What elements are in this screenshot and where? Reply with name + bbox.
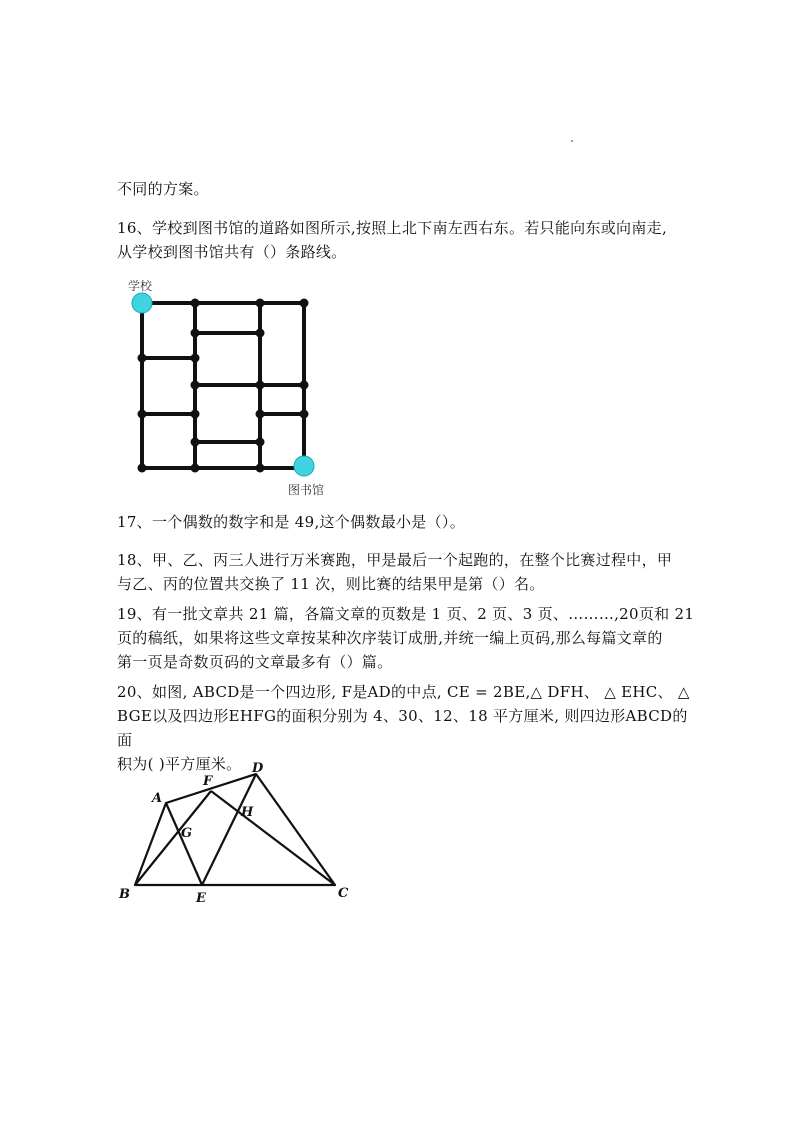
node — [256, 464, 265, 473]
node — [191, 381, 200, 390]
library-label: 图书馆 — [288, 483, 325, 497]
node — [300, 410, 309, 419]
node — [256, 410, 265, 419]
point-e-label: E — [196, 891, 206, 906]
road-lines — [142, 303, 304, 468]
point-h-label: H — [241, 805, 254, 820]
node — [191, 354, 200, 363]
question-16 — [117, 216, 697, 264]
scan-dot — [571, 140, 573, 142]
question-18 — [117, 548, 697, 596]
node — [138, 464, 147, 473]
segment-ae — [166, 803, 202, 885]
figure-lines — [135, 774, 335, 885]
question-16-line-1: 16、学校到图书馆的道路如图所示,按照上北下南左西右东。若只能向东或向南走, — [117, 219, 668, 237]
question-19-line-2: 页的稿纸，如果将这些文章按某种次序装订成册,并统一编上页码,那么每篇文章的 — [117, 629, 663, 647]
continuation-text: 不同的方案。 — [117, 180, 209, 198]
node — [300, 299, 309, 308]
point-c-label: C — [338, 886, 349, 901]
node — [256, 329, 265, 338]
question-17 — [117, 510, 697, 534]
node — [191, 410, 200, 419]
node — [256, 381, 265, 390]
quadrilateral-figure — [110, 755, 370, 915]
question-18-line-2: 与乙、丙的位置共交换了 11 次，则比赛的结果甲是第（）名。 — [117, 575, 545, 593]
point-f-label: F — [203, 774, 213, 789]
node — [256, 299, 265, 308]
question-20-line-3: 积为( )平方厘米。 — [117, 755, 242, 773]
segment-fc — [211, 791, 335, 885]
point-b-label: B — [119, 887, 130, 902]
node — [138, 354, 147, 363]
point-g-label: G — [181, 826, 193, 841]
question-17-line-1: 17、一个偶数的数字和是 49,这个偶数最小是（）。 — [117, 513, 466, 531]
question-20-line-1: 20、如图, ABCD是一个四边形, F是AD的中点, CE = 2BE,△ DFH、 △ EHC、 △ — [117, 683, 690, 701]
node — [138, 410, 147, 419]
point-a-label: A — [152, 791, 163, 806]
road-grid-figure — [125, 276, 345, 500]
question-20-line-2: BGE以及四边形EHFG的面积分别为 4、30、12、18 平方厘米, 则四边形ABCD的面 — [117, 707, 688, 749]
school-node — [132, 293, 152, 313]
node — [256, 438, 265, 447]
quad-abcd — [135, 774, 335, 885]
question-19-line-1: 19、有一批文章共 21 篇，各篇文章的页数是 1 页、2 页、3 页、………,20页和 21 — [117, 605, 695, 623]
point-d-label: D — [252, 761, 264, 776]
node — [191, 329, 200, 338]
node — [191, 438, 200, 447]
node — [191, 464, 200, 473]
school-label: 学校 — [128, 279, 153, 293]
question-18-line-1: 18、甲、乙、丙三人进行万米赛跑，甲是最后一个起跑的，在整个比赛过程中，甲 — [117, 551, 673, 569]
question-19 — [117, 602, 697, 674]
question-19-line-3: 第一页是奇数页码的文章最多有（）篇。 — [117, 653, 393, 671]
segment-bf — [135, 791, 211, 885]
node — [191, 299, 200, 308]
library-node — [294, 456, 314, 476]
node — [300, 381, 309, 390]
question-16-line-2: 从学校到图书馆共有（）条路线。 — [117, 243, 347, 261]
